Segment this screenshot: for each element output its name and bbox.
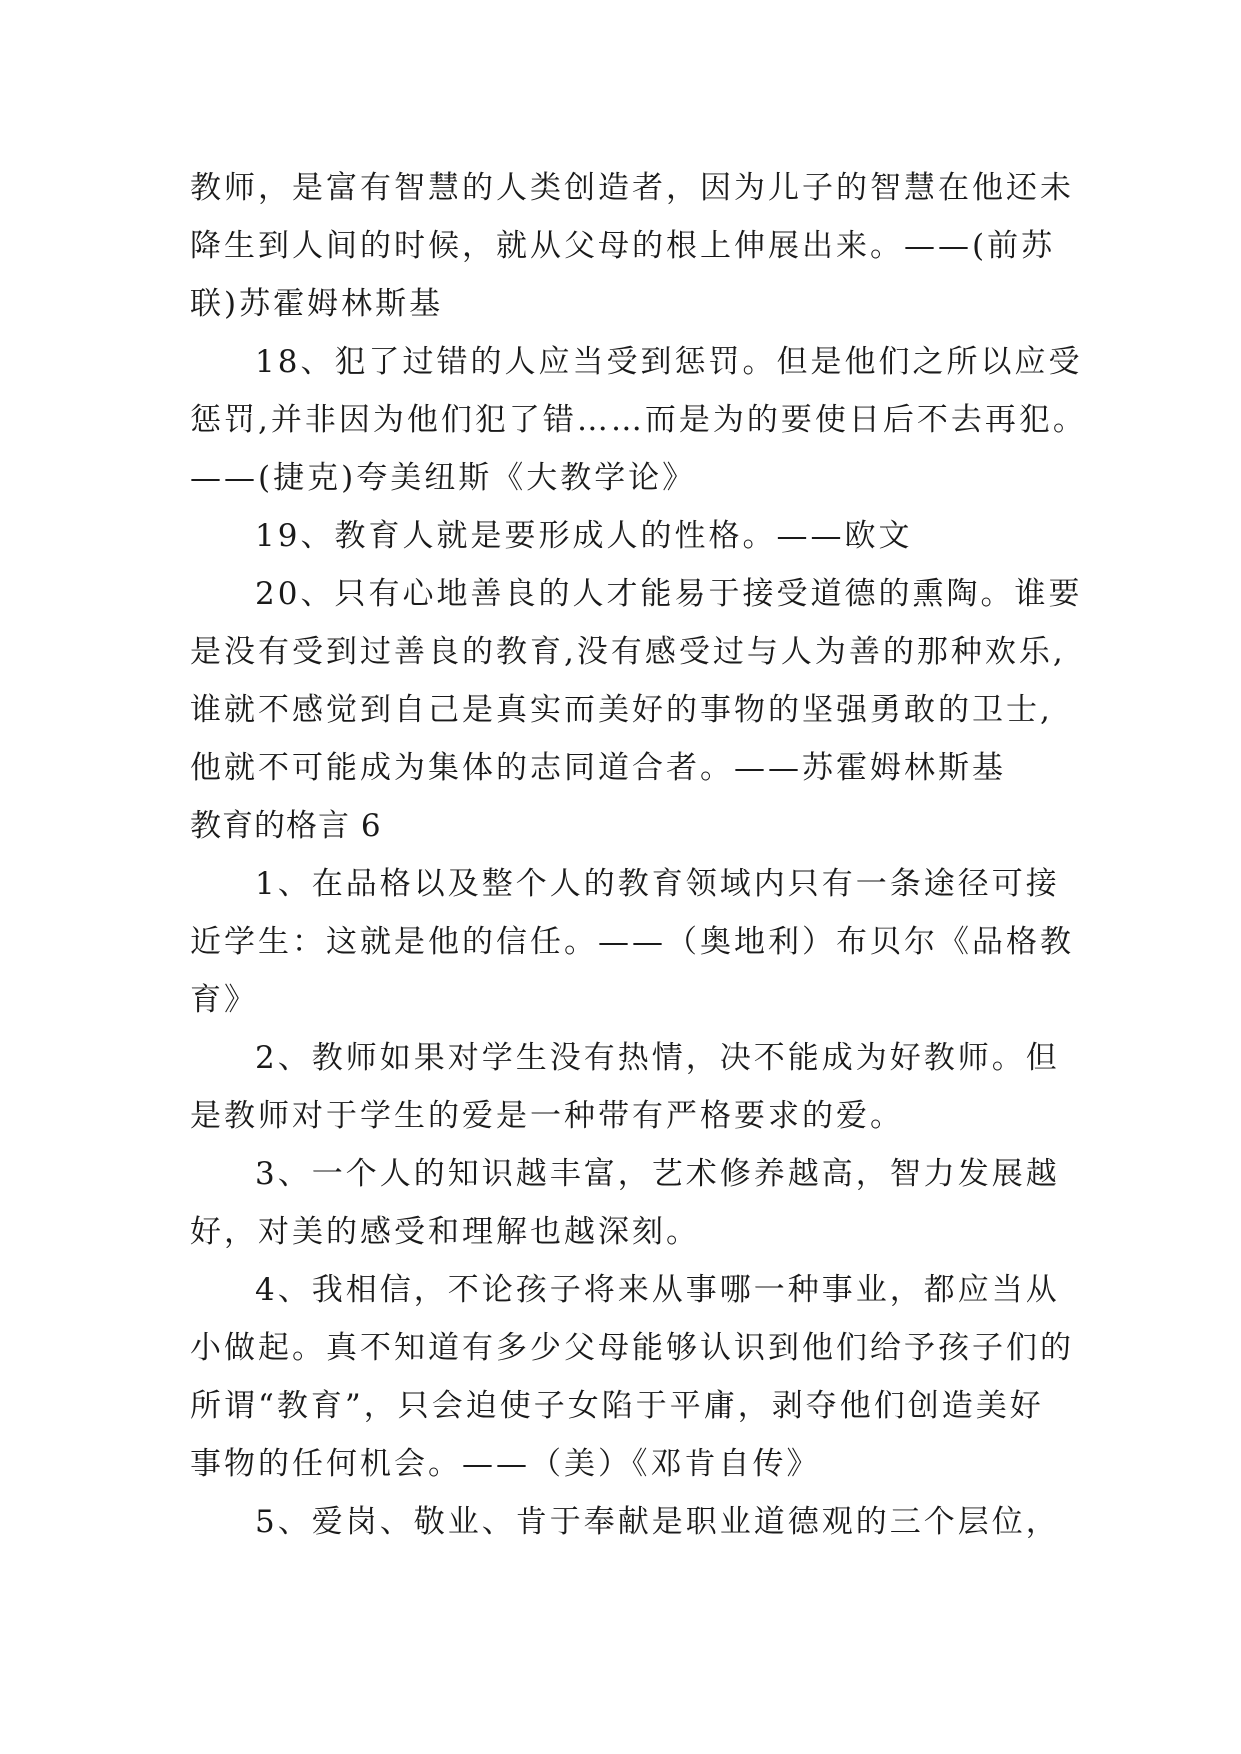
section-heading: 教育的格言 6 (190, 808, 382, 844)
text-line: 5、爱岗、敬业、肯于奉献是职业道德观的三个层位， (255, 1504, 1060, 1540)
text-line: 所谓“教育”，只会迫使子女陷于平庸，剥夺他们创造美好 (190, 1388, 1044, 1424)
text-line: 20、只有心地善良的人才能易于接受道德的熏陶。谁要 (255, 576, 1083, 612)
text-line: 2、教师如果对学生没有热情，决不能成为好教师。但 (255, 1040, 1060, 1076)
text-line: 1、在品格以及整个人的教育领域内只有一条途径可接 (255, 866, 1060, 902)
text-line: 教师，是富有智慧的人类创造者，因为儿子的智慧在他还未 (190, 170, 1074, 206)
text-line: 是教师对于学生的爱是一种带有严格要求的爱。 (190, 1098, 904, 1134)
text-line: ——(捷克)夸美纽斯《大教学论》 (190, 460, 697, 496)
text-line: 他就不可能成为集体的志同道合者。——苏霍姆林斯基 (190, 750, 1006, 786)
text-line: 降生到人间的时候，就从父母的根上伸展出来。——(前苏 (190, 228, 1056, 264)
text-line: 事物的任何机会。——（美）《邓肯自传》 (190, 1446, 821, 1482)
text-line: 谁就不感觉到自己是真实而美好的事物的坚强勇敢的卫士, (190, 692, 1053, 728)
text-line: 19、教育人就是要形成人的性格。——欧文 (255, 518, 913, 554)
text-line: 是没有受到过善良的教育,没有感受过与人为善的那种欢乐, (190, 634, 1066, 670)
text-line: 惩罚,并非因为他们犯了错……而是为的要使日后不去再犯。 (190, 402, 1087, 438)
text-line: 小做起。真不知道有多少父母能够认识到他们给予孩子们的 (190, 1330, 1074, 1366)
text-line: 育》 (190, 982, 258, 1018)
text-line: 18、犯了过错的人应当受到惩罚。但是他们之所以应受 (255, 344, 1083, 380)
text-line: 4、我相信，不论孩子将来从事哪一种事业，都应当从 (255, 1272, 1060, 1308)
text-line: 联)苏霍姆林斯基 (190, 286, 444, 322)
text-line: 好，对美的感受和理解也越深刻。 (190, 1214, 700, 1250)
text-line: 3、一个人的知识越丰富，艺术修养越高，智力发展越 (255, 1156, 1060, 1192)
text-line: 近学生：这就是他的信任。——（奥地利）布贝尔《品格教 (190, 924, 1074, 960)
